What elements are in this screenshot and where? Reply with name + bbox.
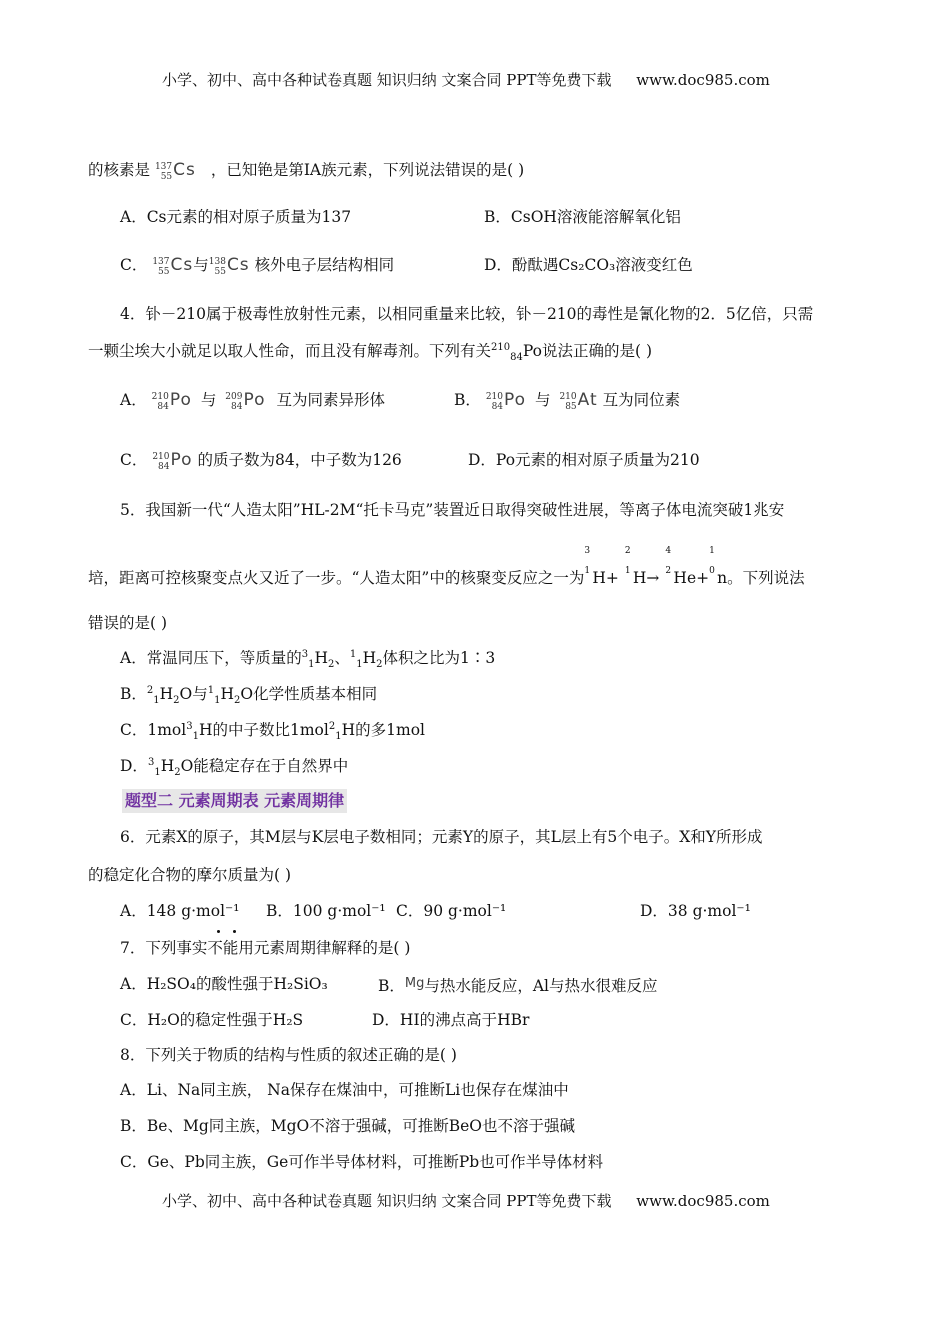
footer-text: 小学、初中、高中各种试卷真题 知识归纳 文案合同 PPT等免费下载 xyxy=(162,1192,612,1210)
q4-option-d: D．Po元素的相对原子质量为210 xyxy=(468,451,700,469)
q4-option-c: C． 210 84 Po 的质子数为84，中子数为126 xyxy=(120,450,402,472)
q7-option-d: D．HI的沸点高于HBr xyxy=(372,1011,530,1029)
q4-stem-line2: 一颗尘埃大小就足以取人性命，而且没有解毒剂。下列有关$^{210}_{84}$Po说法正确的是( ) xyxy=(88,341,653,364)
q8-option-c: C．Ge、Pb同主族，Ge可作半导体材料，可推断Pb也可作半导体材料 xyxy=(120,1153,604,1171)
q3-option-a: A．Cs元素的相对原子质量为137 xyxy=(120,208,352,226)
q4-option-b: B． 210 84 Po 与 210 85 At 互为同位素 xyxy=(454,390,681,412)
q3-intro-pre: 的核素是 xyxy=(88,161,151,179)
q3-option-b: B．CsOH溶液能溶解氧化铝 xyxy=(484,208,681,226)
footer-url[interactable]: www.doc985.com xyxy=(636,1192,770,1210)
q6-option-d: D．38 g·mol⁻¹ xyxy=(640,902,751,920)
q3-option-d: D．酚酞遇Cs₂CO₃溶液变红色 xyxy=(484,256,693,274)
nuclide-cs137: 137 55 Cs xyxy=(154,160,196,182)
nuclide-po209: 209 84 Po xyxy=(225,390,266,412)
q6-option-c: C．90 g·mol⁻¹ xyxy=(396,902,507,920)
q8-option-a: A．Li、Na同主族， Na保存在煤油中，可推断Li也保存在煤油中 xyxy=(120,1081,569,1099)
q4-option-a: A． 210 84 Po 与 209 84 Po 互为同素异形体 xyxy=(120,390,385,412)
section-heading: 题型二 元素周期表 元素周期律 xyxy=(122,789,347,813)
page-header xyxy=(162,70,770,90)
nuclide-at210: 210 85 At xyxy=(559,390,598,412)
q3-option-c: C． 137 55 Cs与 138 55 Cs 核外电子层结构相同 xyxy=(120,255,395,277)
q6-stem-line1: 6．元素X的原子，其M层与K层电子数相同；元素Y的原子，其L层上有5个电子。X和Y所形成 xyxy=(120,828,763,846)
q7-option-c: C．H₂O的稳定性强于H₂S xyxy=(120,1011,304,1029)
header-url[interactable]: www.doc985.com xyxy=(636,71,770,89)
nuclide-cs138: 138 55 Cs xyxy=(208,255,250,277)
page-footer xyxy=(162,1191,770,1211)
nuclide-po210: 210 84 Po xyxy=(152,450,193,472)
q5-option-c: C．1mol$^3_1$H的中子数比1mol$^2_1$H的多1mol xyxy=(120,720,425,743)
q7-stem: 7．下列事实不能用元素周期律解释的是( ) xyxy=(120,939,411,957)
nuclide-po210: 210 84 Po xyxy=(151,390,192,412)
q5-option-b: B．$^2_1H_2O$与$^1_1H_2O$化学性质基本相同 xyxy=(120,684,378,707)
q8-stem: 8．下列关于物质的结构与性质的叙述正确的是( ) xyxy=(120,1046,457,1064)
nuclide-po210: 210 84 Po xyxy=(485,390,527,412)
q6-stem-line2: 的稳定化合物的摩尔质量为( ) xyxy=(88,866,292,884)
q7-option-b: B．$^{Mg}$与热水能反应，Al与热水很难反应 xyxy=(378,976,658,995)
nuclide-he4: 4 2 xyxy=(665,546,672,576)
q5-stem-line3: 错误的是( ) xyxy=(88,614,168,632)
q7-option-a: A．H₂SO₄的酸性强于H₂SiO₃ xyxy=(120,975,328,993)
q5-option-a: A．常温同压下，等质量的$^3_1H_2$、$^1_1H_2$体积之比为1∶3 xyxy=(120,648,496,671)
q6-option-b: B．100 g·mol⁻¹ xyxy=(266,902,386,920)
q3-intro xyxy=(88,160,524,182)
emphasis-dot xyxy=(217,930,220,933)
header-text: 小学、初中、高中各种试卷真题 知识归纳 文案合同 PPT等免费下载 xyxy=(162,71,612,89)
q5-stem-line1: 5．我国新一代“人造太阳”HL-2M“托卡马克”装置近日取得突破性进展，等离子体电流突破1兆安 xyxy=(120,501,785,519)
nuclide-cs137: 137 55 Cs xyxy=(152,255,194,277)
emphasis-dot xyxy=(233,930,236,933)
q4-stem-line1: 4．钋－210属于极毒性放射性元素，以相同重量来比较，钋－210的毒性是氰化物的2．5亿倍，只需 xyxy=(120,305,814,323)
nuclide-n1: 1 0 xyxy=(709,546,715,576)
q6-option-a: A．148 g·mol⁻¹ xyxy=(120,902,240,920)
q5-stem-line2: 培，距离可控核聚变点火又近了一步。“人造太阳”中的核聚变反应之一为 3 1 H+ 2 1 H→ 4 2 He+ 1 0 n。下列说法 xyxy=(88,546,805,587)
nuclide-h2: 2 1 xyxy=(624,546,631,576)
q5-option-d: D．$^3_1H_2O$能稳定存在于自然界中 xyxy=(120,756,349,779)
nuclide-h3: 3 1 xyxy=(584,546,591,576)
q8-option-b: B．Be、Mg同主族，MgO不溶于强碱，可推断BeO也不溶于强碱 xyxy=(120,1117,576,1135)
q3-intro-post: ，已知铯是第ⅠA族元素，下列说法错误的是( ) xyxy=(210,161,525,179)
